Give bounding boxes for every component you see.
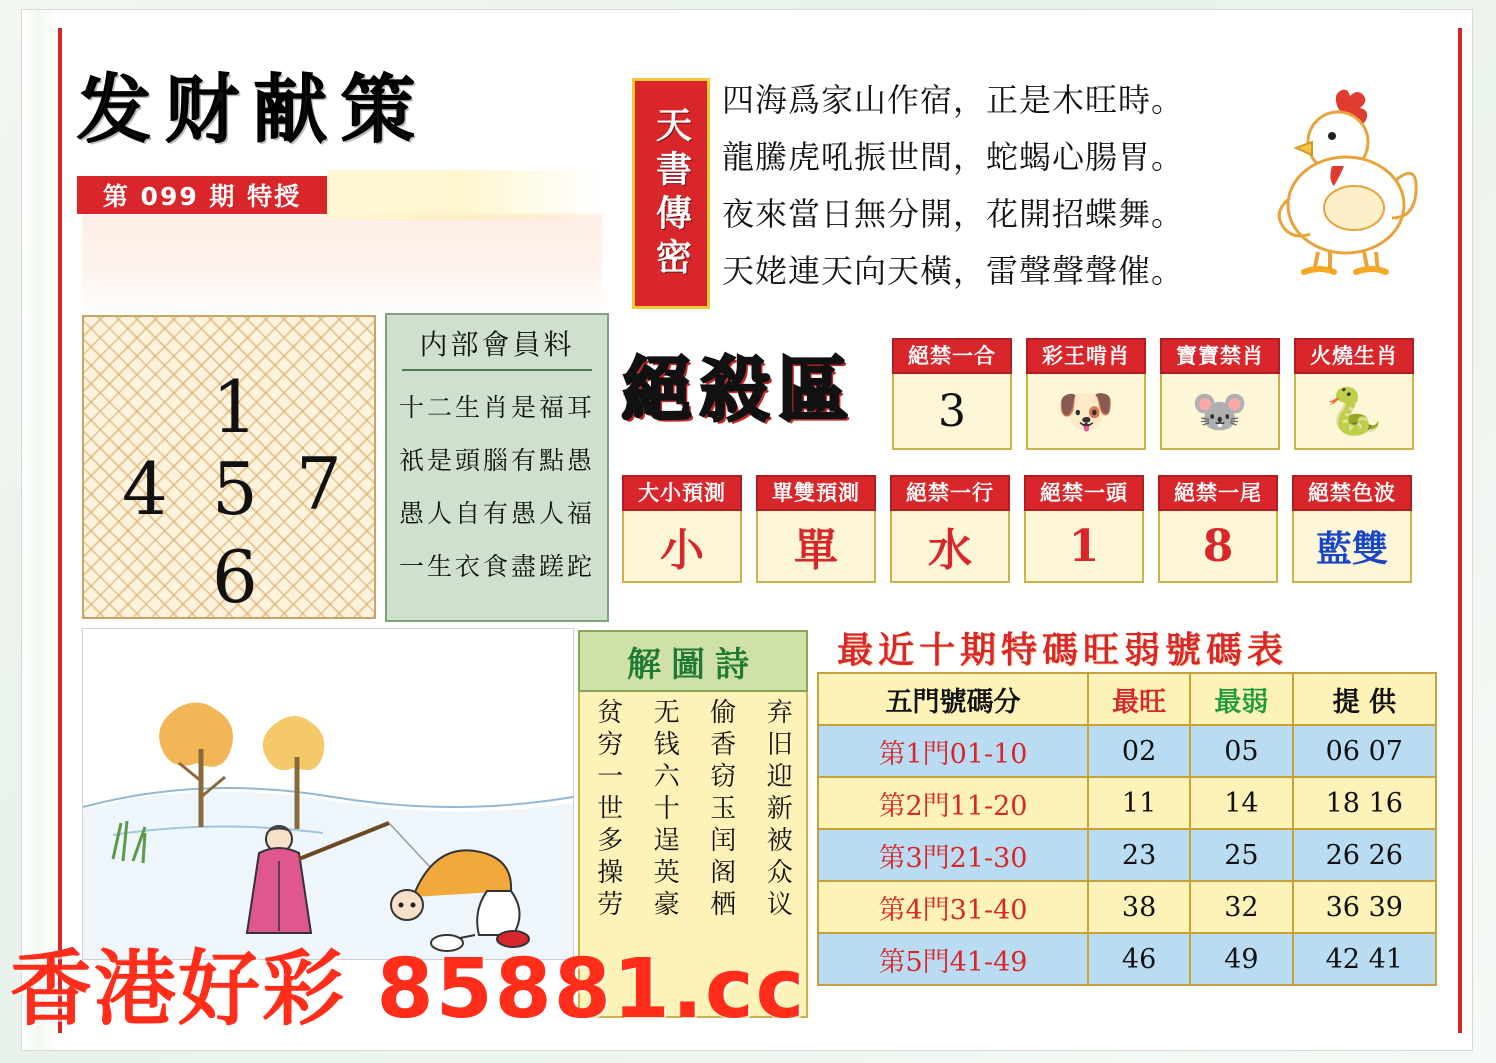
table-cell-cold: 05 bbox=[1190, 725, 1292, 777]
predict-card-head: 絕禁一行 bbox=[890, 475, 1010, 511]
juesha-card-huoshao bbox=[1294, 338, 1414, 450]
predict-card-head: 大小預測 bbox=[622, 475, 742, 511]
jietushi-title: 解圖詩 bbox=[578, 630, 808, 692]
table-col-header: 最弱 bbox=[1190, 673, 1292, 725]
mouse-icon: 🐭 bbox=[1191, 384, 1249, 438]
juesha-card-baobao bbox=[1160, 338, 1280, 450]
table-col-header: 五門號碼分 bbox=[818, 673, 1088, 725]
table-cell-hot: 38 bbox=[1088, 881, 1190, 933]
table-cell-label: 第5門41-49 bbox=[818, 933, 1088, 985]
poem-line: 四海爲家山作宿，正是木旺時。 bbox=[722, 81, 1185, 119]
rooster-icon bbox=[1246, 80, 1426, 290]
table-cell-cold: 14 bbox=[1190, 777, 1292, 829]
issue-fade-strip bbox=[327, 170, 602, 220]
predict-card-head: 絕禁一頭 bbox=[1024, 475, 1144, 511]
jietushi-column: 偷香窃玉闰阁栖 bbox=[705, 698, 736, 922]
predict-card-yihang bbox=[890, 475, 1010, 583]
predict-card-value: 1 bbox=[1024, 511, 1144, 583]
poem-line: 夜來當日無分開，花開招蝶舞。 bbox=[722, 195, 1185, 233]
predict-card-head: 絕禁色波 bbox=[1292, 475, 1412, 511]
table-row bbox=[818, 777, 1436, 829]
lucky-number: 1 bbox=[212, 365, 258, 449]
lucky-number: 5 bbox=[212, 447, 258, 531]
predict-card-value: 8 bbox=[1158, 511, 1278, 583]
table-cell-label: 第3門21-30 bbox=[818, 829, 1088, 881]
juesha-card-value: 3 bbox=[892, 374, 1012, 450]
page-title bbox=[77, 55, 597, 175]
predict-card-head: 絕禁一尾 bbox=[1158, 475, 1278, 511]
fishing-scene-icon bbox=[83, 629, 573, 959]
table-cell-offer: 26 26 bbox=[1293, 829, 1436, 881]
table-cell-offer: 06 07 bbox=[1293, 725, 1436, 777]
table-cell-cold: 32 bbox=[1190, 881, 1292, 933]
member-panel-line: 祇是頭腦有點愚 bbox=[398, 446, 595, 475]
table-row bbox=[818, 725, 1436, 777]
poster-canvas bbox=[22, 10, 1472, 1050]
table-cell-offer: 18 16 bbox=[1293, 777, 1436, 829]
table-cell-cold: 25 bbox=[1190, 829, 1292, 881]
dog-icon: 🐶 bbox=[1057, 384, 1115, 438]
left-margin-strip bbox=[22, 10, 58, 1050]
poem-block bbox=[722, 72, 1312, 300]
predict-card-danshuang bbox=[756, 475, 876, 583]
vertical-banner: 天書傳密 bbox=[632, 78, 710, 309]
member-panel-line: 一生衣食盡蹉跎 bbox=[398, 552, 595, 581]
table-col-header: 最旺 bbox=[1088, 673, 1190, 725]
left-border-rule bbox=[58, 28, 62, 1033]
member-panel-title: 内部會員料 bbox=[419, 328, 575, 361]
jietushi-column: 贫穷一世多操劳 bbox=[592, 698, 623, 922]
predict-card-yitou bbox=[1024, 475, 1144, 583]
juesha-card-value bbox=[1026, 374, 1146, 450]
member-info-panel bbox=[385, 313, 609, 622]
member-panel-line: 愚人自有愚人福 bbox=[398, 499, 595, 528]
table-cell-cold: 49 bbox=[1190, 933, 1292, 985]
member-panel-line: 十二生肖是福耳 bbox=[398, 393, 595, 422]
juesha-card-value bbox=[1160, 374, 1280, 450]
table-cell-label: 第4門31-40 bbox=[818, 881, 1088, 933]
predict-card-value: 藍雙 bbox=[1292, 511, 1412, 583]
table-cell-label: 第1門01-10 bbox=[818, 725, 1088, 777]
juesha-heading: 絕殺區 bbox=[622, 349, 856, 431]
watermark-text: 香港好彩 85881.cc bbox=[10, 942, 807, 1037]
issue-badge: 第 099 期 特授 bbox=[77, 176, 327, 214]
table-row bbox=[818, 829, 1436, 881]
table-header-row bbox=[818, 673, 1436, 725]
table-cell-label: 第2門11-20 bbox=[818, 777, 1088, 829]
table-row bbox=[818, 881, 1436, 933]
juesha-card-he bbox=[892, 338, 1012, 450]
table-cell-offer: 42 41 bbox=[1293, 933, 1436, 985]
predict-card-value: 小 bbox=[622, 511, 742, 583]
jietushi-column: 弃旧迎新被众议 bbox=[762, 698, 793, 922]
illustration-picture bbox=[82, 628, 574, 960]
juesha-card-head: 寶寶禁肖 bbox=[1160, 338, 1280, 374]
lucky-number: 6 bbox=[212, 535, 258, 619]
poem-line: 龍騰虎吼振世間，蛇蝎心腸胃。 bbox=[722, 138, 1185, 176]
juesha-card-value bbox=[1294, 374, 1414, 450]
right-border-rule bbox=[1458, 28, 1462, 1033]
predict-card-value: 單 bbox=[756, 511, 876, 583]
predict-card-daxiao bbox=[622, 475, 742, 583]
table-cell-hot: 46 bbox=[1088, 933, 1190, 985]
predict-card-head: 單雙預測 bbox=[756, 475, 876, 511]
page-title-text: 发财献策 bbox=[77, 67, 429, 153]
table-title: 最近十期特碼旺弱號碼表 bbox=[837, 630, 1289, 671]
juesha-card-head: 火燒生肖 bbox=[1294, 338, 1414, 374]
poem-line: 天姥連天向天橫，雷聲聲聲催。 bbox=[722, 252, 1185, 290]
predict-card-sebo bbox=[1292, 475, 1412, 583]
juesha-card-head: 彩王啃肖 bbox=[1026, 338, 1146, 374]
member-panel-divider bbox=[402, 369, 592, 371]
snake-icon: 🐍 bbox=[1325, 384, 1383, 438]
juesha-card-caiwang bbox=[1026, 338, 1146, 450]
lucky-numbers-panel bbox=[82, 315, 376, 619]
predict-card-value: 水 bbox=[890, 511, 1010, 583]
table-cell-hot: 02 bbox=[1088, 725, 1190, 777]
table-cell-hot: 11 bbox=[1088, 777, 1190, 829]
jietushi-column: 无钱六十逞英豪 bbox=[649, 698, 680, 922]
table-cell-offer: 36 39 bbox=[1293, 881, 1436, 933]
lucky-number: 7 bbox=[296, 442, 342, 526]
juesha-card-head: 絕禁一合 bbox=[892, 338, 1012, 374]
title-blur-band bbox=[82, 214, 602, 319]
table-cell-hot: 23 bbox=[1088, 829, 1190, 881]
predict-card-yiwei bbox=[1158, 475, 1278, 583]
lucky-number: 4 bbox=[122, 447, 168, 531]
table-col-header: 提 供 bbox=[1293, 673, 1436, 725]
